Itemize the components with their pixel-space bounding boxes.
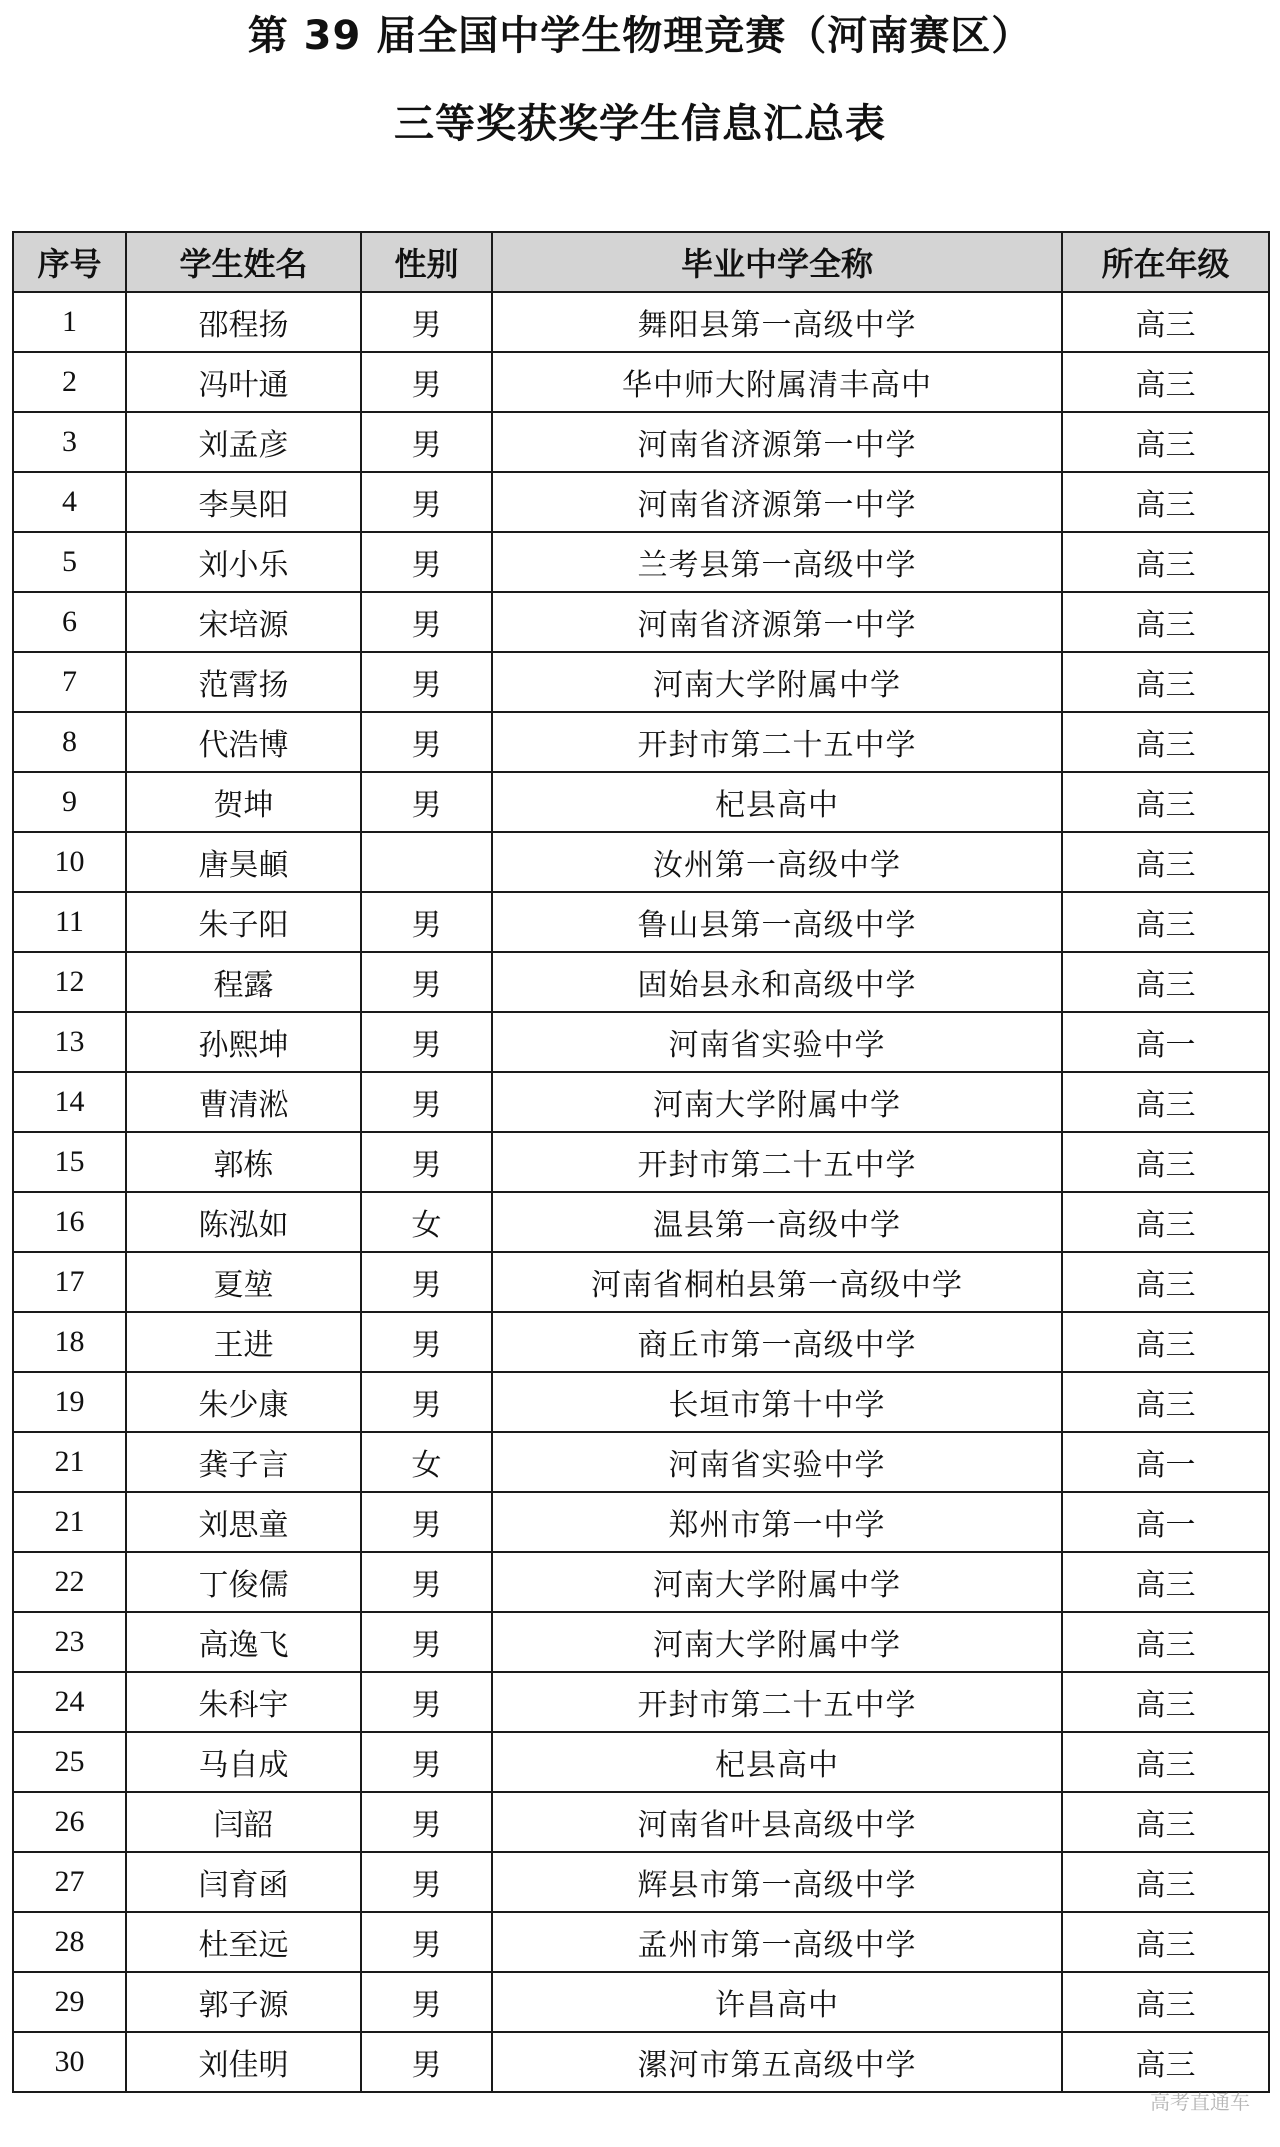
cell-gender <box>361 832 492 892</box>
cell-no: 1 <box>13 292 126 352</box>
cell-school: 郑州市第一中学 <box>492 1492 1062 1552</box>
cell-no: 28 <box>13 1912 126 1972</box>
cell-no: 14 <box>13 1072 126 1132</box>
cell-grade: 高三 <box>1062 1192 1269 1252</box>
cell-grade: 高三 <box>1062 1072 1269 1132</box>
cell-gender: 男 <box>361 652 492 712</box>
cell-no: 25 <box>13 1732 126 1792</box>
table-row <box>13 1732 1269 1792</box>
cell-no: 23 <box>13 1612 126 1672</box>
cell-grade: 高三 <box>1062 532 1269 592</box>
cell-grade: 高三 <box>1062 1552 1269 1612</box>
table-row <box>13 1072 1269 1132</box>
cell-gender: 男 <box>361 1552 492 1612</box>
cell-grade: 高三 <box>1062 592 1269 652</box>
cell-name: 唐昊頔 <box>126 832 361 892</box>
cell-gender: 男 <box>361 1012 492 1072</box>
cell-gender: 男 <box>361 712 492 772</box>
cell-no: 30 <box>13 2032 126 2092</box>
document-subtitle: 三等奖获奖学生信息汇总表 <box>394 101 886 147</box>
cell-gender: 男 <box>361 292 492 352</box>
cell-gender: 男 <box>361 1912 492 1972</box>
cell-gender: 男 <box>361 1252 492 1312</box>
cell-name: 刘思童 <box>126 1492 361 1552</box>
cell-grade: 高三 <box>1062 292 1269 352</box>
cell-grade: 高三 <box>1062 1372 1269 1432</box>
cell-gender: 男 <box>361 472 492 532</box>
cell-name: 朱子阳 <box>126 892 361 952</box>
table-row <box>13 712 1269 772</box>
cell-grade: 高三 <box>1062 1732 1269 1792</box>
header-school: 毕业中学全称 <box>492 232 1062 292</box>
cell-name: 冯叶通 <box>126 352 361 412</box>
cell-grade: 高三 <box>1062 952 1269 1012</box>
cell-school: 固始县永和高级中学 <box>492 952 1062 1012</box>
cell-no: 8 <box>13 712 126 772</box>
cell-school: 河南省实验中学 <box>492 1012 1062 1072</box>
cell-no: 21 <box>13 1432 126 1492</box>
watermark-text: 高考直通车 <box>1150 2090 1250 2114</box>
table-row <box>13 652 1269 712</box>
cell-name: 刘佳明 <box>126 2032 361 2092</box>
cell-school: 鲁山县第一高级中学 <box>492 892 1062 952</box>
cell-name: 高逸飞 <box>126 1612 361 1672</box>
cell-grade: 高三 <box>1062 352 1269 412</box>
cell-gender: 男 <box>361 412 492 472</box>
cell-school: 温县第一高级中学 <box>492 1192 1062 1252</box>
cell-no: 19 <box>13 1372 126 1432</box>
cell-school: 辉县市第一高级中学 <box>492 1852 1062 1912</box>
cell-no: 17 <box>13 1252 126 1312</box>
table-row <box>13 1972 1269 2032</box>
cell-school: 河南省济源第一中学 <box>492 472 1062 532</box>
cell-grade: 高三 <box>1062 2032 1269 2092</box>
cell-name: 朱科宇 <box>126 1672 361 1732</box>
cell-no: 15 <box>13 1132 126 1192</box>
cell-grade: 高三 <box>1062 1852 1269 1912</box>
cell-school: 河南省实验中学 <box>492 1432 1062 1492</box>
cell-no: 5 <box>13 532 126 592</box>
cell-name: 刘小乐 <box>126 532 361 592</box>
cell-no: 10 <box>13 832 126 892</box>
table-row <box>13 1132 1269 1192</box>
cell-school: 河南省济源第一中学 <box>492 412 1062 472</box>
cell-school: 商丘市第一高级中学 <box>492 1312 1062 1372</box>
table-row <box>13 1672 1269 1732</box>
table-row <box>13 1552 1269 1612</box>
cell-no: 29 <box>13 1972 126 2032</box>
cell-gender: 男 <box>361 2032 492 2092</box>
cell-no: 18 <box>13 1312 126 1372</box>
table-row <box>13 592 1269 652</box>
cell-grade: 高三 <box>1062 1672 1269 1732</box>
cell-grade: 高一 <box>1062 1432 1269 1492</box>
cell-school: 河南大学附属中学 <box>492 652 1062 712</box>
cell-no: 2 <box>13 352 126 412</box>
table-row <box>13 1192 1269 1252</box>
table-row <box>13 532 1269 592</box>
table-row <box>13 832 1269 892</box>
cell-gender: 男 <box>361 952 492 1012</box>
cell-grade: 高三 <box>1062 652 1269 712</box>
cell-name: 宋培源 <box>126 592 361 652</box>
cell-gender: 男 <box>361 1732 492 1792</box>
table-row <box>13 1612 1269 1672</box>
cell-school: 开封市第二十五中学 <box>492 1132 1062 1192</box>
header-name: 学生姓名 <box>126 232 361 292</box>
cell-no: 21 <box>13 1492 126 1552</box>
cell-school: 杞县高中 <box>492 1732 1062 1792</box>
cell-grade: 高三 <box>1062 1252 1269 1312</box>
cell-no: 13 <box>13 1012 126 1072</box>
table-row <box>13 412 1269 472</box>
cell-name: 曹清淞 <box>126 1072 361 1132</box>
table-row <box>13 1312 1269 1372</box>
cell-grade: 高三 <box>1062 772 1269 832</box>
cell-grade: 高三 <box>1062 1612 1269 1672</box>
cell-gender: 男 <box>361 592 492 652</box>
cell-no: 11 <box>13 892 126 952</box>
header-no: 序号 <box>13 232 126 292</box>
table-row <box>13 772 1269 832</box>
cell-name: 龚子言 <box>126 1432 361 1492</box>
cell-name: 李昊阳 <box>126 472 361 532</box>
cell-gender: 男 <box>361 1492 492 1552</box>
cell-name: 闫韶 <box>126 1792 361 1852</box>
cell-school: 兰考县第一高级中学 <box>492 532 1062 592</box>
cell-gender: 男 <box>361 1612 492 1672</box>
cell-gender: 男 <box>361 1132 492 1192</box>
cell-school: 开封市第二十五中学 <box>492 1672 1062 1732</box>
cell-gender: 男 <box>361 532 492 592</box>
cell-grade: 高三 <box>1062 412 1269 472</box>
table-header-row <box>13 232 1269 292</box>
cell-name: 刘孟彦 <box>126 412 361 472</box>
cell-name: 代浩博 <box>126 712 361 772</box>
cell-grade: 高三 <box>1062 1312 1269 1372</box>
cell-gender: 男 <box>361 1672 492 1732</box>
cell-name: 王进 <box>126 1312 361 1372</box>
table-row <box>13 1792 1269 1852</box>
cell-no: 24 <box>13 1672 126 1732</box>
table-row <box>13 1372 1269 1432</box>
table-row <box>13 472 1269 532</box>
cell-school: 河南大学附属中学 <box>492 1552 1062 1612</box>
cell-grade: 高三 <box>1062 1972 1269 2032</box>
table-row <box>13 1012 1269 1072</box>
cell-no: 4 <box>13 472 126 532</box>
cell-no: 26 <box>13 1792 126 1852</box>
header-gender: 性别 <box>361 232 492 292</box>
cell-school: 杞县高中 <box>492 772 1062 832</box>
cell-name: 朱少康 <box>126 1372 361 1432</box>
cell-grade: 高一 <box>1062 1012 1269 1072</box>
cell-name: 郭子源 <box>126 1972 361 2032</box>
cell-gender: 女 <box>361 1192 492 1252</box>
cell-grade: 高一 <box>1062 1492 1269 1552</box>
cell-school: 华中师大附属清丰高中 <box>492 352 1062 412</box>
cell-gender: 女 <box>361 1432 492 1492</box>
cell-school: 河南省济源第一中学 <box>492 592 1062 652</box>
cell-no: 27 <box>13 1852 126 1912</box>
cell-name: 程露 <box>126 952 361 1012</box>
cell-grade: 高三 <box>1062 1912 1269 1972</box>
cell-name: 陈泓如 <box>126 1192 361 1252</box>
cell-school: 河南大学附属中学 <box>492 1072 1062 1132</box>
cell-name: 杜至远 <box>126 1912 361 1972</box>
cell-grade: 高三 <box>1062 1132 1269 1192</box>
cell-gender: 男 <box>361 1972 492 2032</box>
cell-school: 舞阳县第一高级中学 <box>492 292 1062 352</box>
cell-grade: 高三 <box>1062 1792 1269 1852</box>
cell-school: 孟州市第一高级中学 <box>492 1912 1062 1972</box>
cell-school: 开封市第二十五中学 <box>492 712 1062 772</box>
cell-gender: 男 <box>361 772 492 832</box>
cell-no: 6 <box>13 592 126 652</box>
award-table <box>12 231 1270 2093</box>
cell-name: 邵程扬 <box>126 292 361 352</box>
cell-name: 孙熙坤 <box>126 1012 361 1072</box>
table-row <box>13 1912 1269 1972</box>
cell-school: 长垣市第十中学 <box>492 1372 1062 1432</box>
table-row <box>13 952 1269 1012</box>
cell-grade: 高三 <box>1062 832 1269 892</box>
cell-gender: 男 <box>361 1072 492 1132</box>
cell-school: 许昌高中 <box>492 1972 1062 2032</box>
table-row <box>13 352 1269 412</box>
cell-grade: 高三 <box>1062 892 1269 952</box>
table-row <box>13 292 1269 352</box>
cell-no: 7 <box>13 652 126 712</box>
cell-name: 丁俊儒 <box>126 1552 361 1612</box>
cell-gender: 男 <box>361 1372 492 1432</box>
table-row <box>13 1432 1269 1492</box>
cell-grade: 高三 <box>1062 472 1269 532</box>
cell-gender: 男 <box>361 1312 492 1372</box>
table-row <box>13 892 1269 952</box>
cell-school: 漯河市第五高级中学 <box>492 2032 1062 2092</box>
table-row <box>13 1492 1269 1552</box>
cell-name: 闫育函 <box>126 1852 361 1912</box>
cell-gender: 男 <box>361 352 492 412</box>
cell-school: 汝州第一高级中学 <box>492 832 1062 892</box>
cell-name: 贺坤 <box>126 772 361 832</box>
table-row <box>13 2032 1269 2092</box>
cell-gender: 男 <box>361 1792 492 1852</box>
table-row <box>13 1252 1269 1312</box>
cell-school: 河南省桐柏县第一高级中学 <box>492 1252 1062 1312</box>
cell-gender: 男 <box>361 892 492 952</box>
cell-no: 3 <box>13 412 126 472</box>
cell-school: 河南省叶县高级中学 <box>492 1792 1062 1852</box>
table-body <box>13 292 1269 2092</box>
table-row <box>13 1852 1269 1912</box>
header-grade: 所在年级 <box>1062 232 1269 292</box>
cell-no: 22 <box>13 1552 126 1612</box>
cell-name: 范霄扬 <box>126 652 361 712</box>
cell-name: 马自成 <box>126 1732 361 1792</box>
cell-name: 夏堃 <box>126 1252 361 1312</box>
cell-no: 16 <box>13 1192 126 1252</box>
cell-grade: 高三 <box>1062 712 1269 772</box>
cell-no: 9 <box>13 772 126 832</box>
cell-no: 12 <box>13 952 126 1012</box>
cell-school: 河南大学附属中学 <box>492 1612 1062 1672</box>
document-title: 第 39 届全国中学生物理竞赛（河南赛区） <box>247 13 1033 59</box>
cell-name: 郭栋 <box>126 1132 361 1192</box>
cell-gender: 男 <box>361 1852 492 1912</box>
